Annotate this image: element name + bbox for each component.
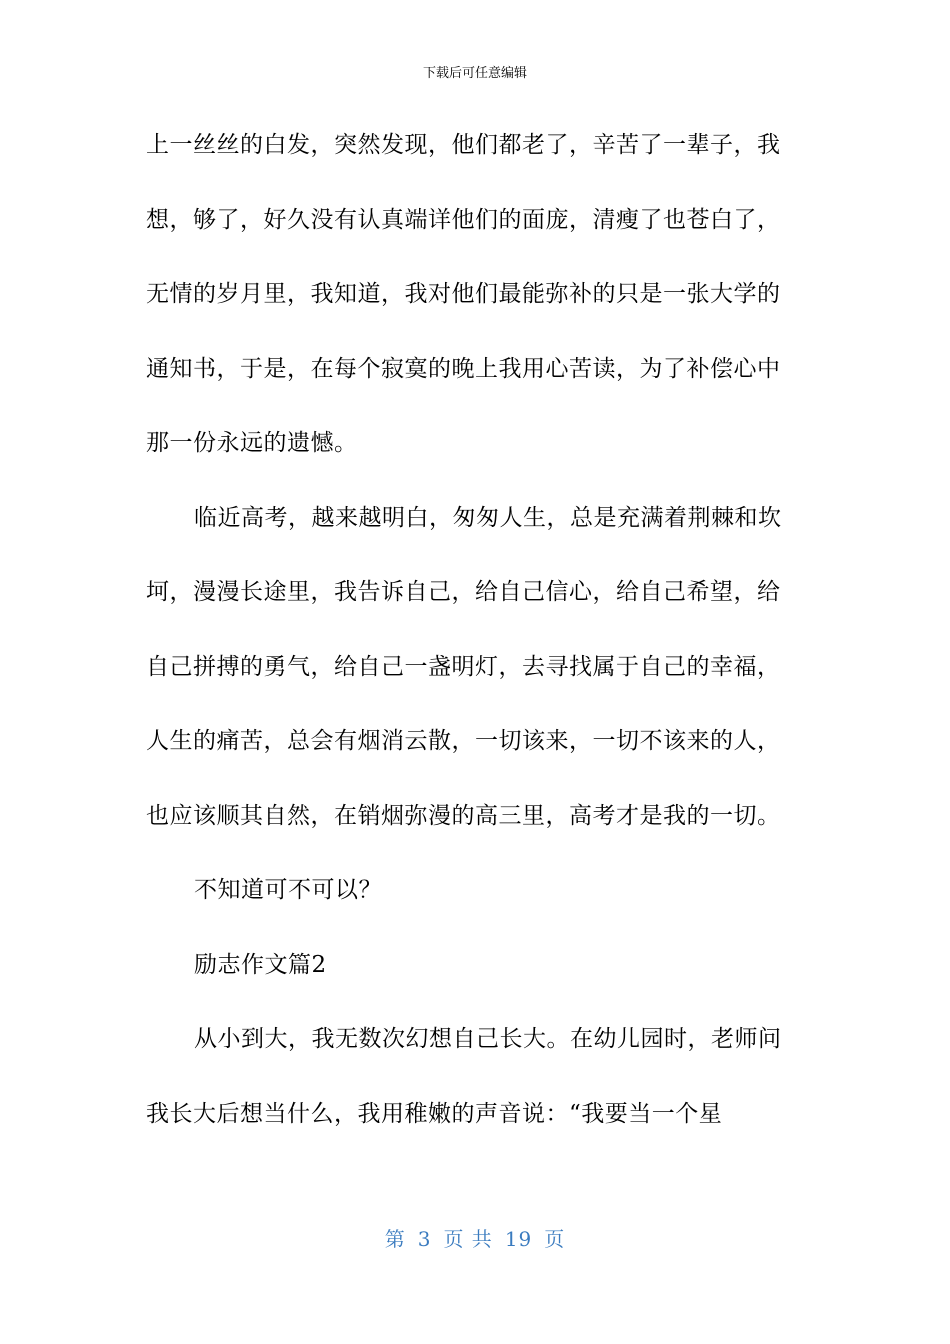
paragraph-start-line: 不知道可不可以？ (194, 877, 382, 903)
text-line: 通知书，于是，在每个寂寞的晚上我用心苦读，为了补偿心中 (146, 355, 781, 382)
footer-suffix: 页 (544, 1227, 566, 1251)
text-line: 坷，漫漫长途里，我告诉自己，给自己信心，给自己希望，给 (146, 579, 781, 605)
page-header: 下载后可任意编辑 (422, 66, 527, 81)
current-page-number: 3 (417, 1227, 432, 1251)
paragraph-start-line: 临近高考，越来越明白，匆匆人生，总是充满着荆棘和坎 (194, 504, 782, 531)
text-line: 那一份永远的遗憾。 (146, 430, 358, 456)
text-line: 也应该顺其自然，在销烟弥漫的高三里，高考才是我的一切。 (146, 802, 781, 829)
footer-prefix: 第 (384, 1227, 406, 1251)
footer-middle: 页 共 (443, 1227, 493, 1251)
text-line: 自己拼搏的勇气，给自己一盏明灯，去寻找属于自己的幸福， (146, 653, 781, 680)
total-page-count: 19 (504, 1227, 533, 1251)
text-line: 我长大后想当什么，我用稚嫩的声音说：“我要当一个星 (146, 1100, 723, 1127)
section-heading: 励志作文篇2 (194, 951, 327, 978)
paragraph-start-line: 从小到大，我无数次幻想自己长大。在幼儿园时，老师问 (194, 1026, 782, 1052)
document-body (146, 108, 806, 1151)
text-line: 人生的痛苦，总会有烟消云散，一切该来，一切不该来的人， (146, 728, 781, 754)
text-line: 上一丝丝的白发，突然发现，他们都老了，辛苦了一辈子，我 (146, 132, 781, 158)
text-line: 无情的岁月里，我知道，我对他们最能弥补的只是一张大学的 (146, 281, 781, 307)
page-footer (0, 1224, 950, 1254)
text-line: 想，够了，好久没有认真端详他们的面庞，清瘦了也苍白了， (146, 206, 781, 233)
